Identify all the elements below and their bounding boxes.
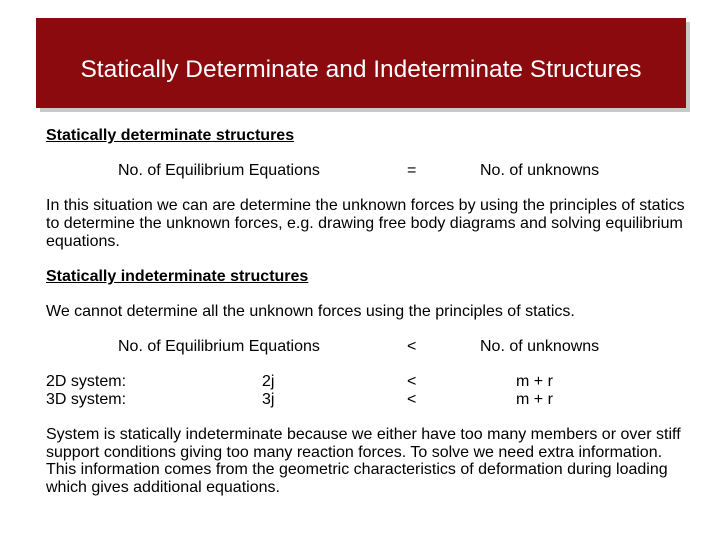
system-members: m + r (516, 390, 553, 408)
determinate-body: In this situation we can are determine the unknown forces by using the principles of statics to determine the unknown forces, e.g. drawing free body diagrams and solving equilibrium equations. (46, 197, 685, 250)
equation-left: No. of Equilibrium Equations (118, 338, 320, 356)
system-row-3d (46, 391, 691, 409)
indeterminate-body: System is statically indeterminate because we either have too many members or over stiff support conditions giving too many reaction forces. To solve we need extra information. This information comes from the geometric characteristics of deformation during loading which gives additional equations. (46, 426, 681, 496)
system-row-2d (46, 373, 691, 391)
equation-operator: < (407, 338, 417, 356)
equation-right: No. of unknowns (480, 338, 600, 356)
system-label: 3D system: (46, 390, 127, 408)
title-banner (36, 18, 686, 108)
indeterminate-heading: Statically indeterminate structures (46, 267, 309, 285)
system-members: m + r (516, 373, 553, 391)
system-operator: < (407, 390, 417, 408)
system-operator: < (407, 373, 417, 391)
indeterminate-intro: We cannot determine all the unknown forces using the principles of statics. (46, 302, 575, 320)
indeterminate-equation (46, 338, 691, 356)
slide-title: Statically Determinate and Indeterminate Structures (80, 56, 642, 83)
equation-left: No. of Equilibrium Equations (118, 162, 320, 180)
system-joints: 2j (262, 373, 275, 391)
determinate-equation (46, 162, 691, 180)
slide-content (46, 127, 691, 496)
equation-operator: = (407, 162, 417, 180)
system-joints: 3j (262, 390, 275, 408)
system-label: 2D system: (46, 373, 127, 391)
determinate-heading: Statically determinate structures (46, 127, 295, 144)
equation-right: No. of unknowns (480, 162, 600, 180)
